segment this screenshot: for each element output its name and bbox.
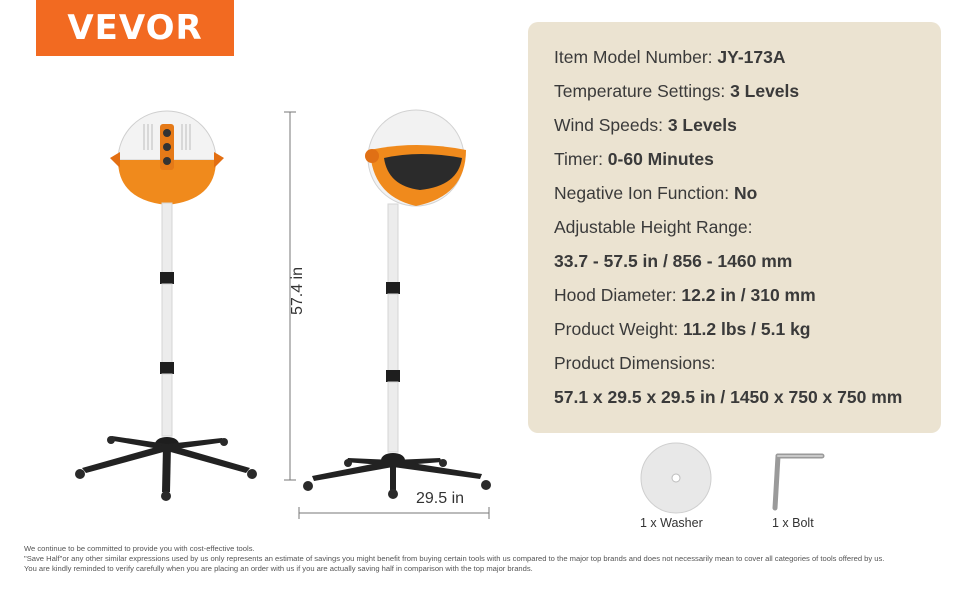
spec-value: 0-60 Minutes [607,149,714,169]
spec-model [554,46,941,80]
spec-label: Timer: [554,149,608,169]
washer-label: 1 x Washer [640,516,703,530]
spec-label: Hood Diameter: [554,285,682,305]
spec-negative-ion [554,182,941,216]
spec-value: JY-173A [717,47,786,67]
spec-label: Negative Ion Function: [554,183,734,203]
spec-temperature [554,80,941,114]
width-label: 29.5 in [416,490,465,507]
bolt-image [775,456,822,508]
spec-wind-speeds [554,114,941,148]
spec-dimensions-value [554,386,941,420]
spec-label: Item Model Number: [554,47,718,67]
spec-value: No [733,183,758,203]
spec-height-range-label [554,216,941,250]
specifications-panel [528,22,941,433]
washer-image [641,443,711,513]
spec-label: Product Dimensions: [554,353,716,373]
spec-timer [554,148,941,182]
spec-value: 3 Levels [730,81,800,101]
spec-weight [554,318,941,352]
width-dimension-line [299,507,489,519]
vevor-logo: VEVOR [36,0,234,56]
front-view-dryer [75,111,257,501]
spec-label: Temperature Settings: [554,81,731,101]
spec-value: 11.2 lbs / 5.1 kg [683,319,811,339]
spec-label: Adjustable Height Range: [554,217,753,237]
height-label: 57.4 in [289,266,306,316]
disclaimer-line-3: You are kindly reminded to verify carefully when you are placing an order with us if you are actually saving half in comparison with the top major brands. [24,564,533,573]
spec-value: 33.7 - 57.5 in / 856 - 1460 mm [554,251,793,271]
spec-label: Product Weight: [554,319,684,339]
spec-height-range-value [554,250,941,284]
spec-label: Wind Speeds: [554,115,668,135]
side-view-dryer [303,110,491,499]
spec-value: 57.1 x 29.5 x 29.5 in / 1450 x 750 x 750 mm [554,387,903,407]
disclaimer-line-2: "Save Half"or any other similar expressions used by us only represents an estimate of savings you might benefit from buying certain tools with us compared to the major top brands and does not necessarily mean to cover all categories of tools offered by us. [24,554,885,563]
spec-value: 3 Levels [667,115,737,135]
disclaimer-line-1: We continue to be committed to provide you with cost-effective tools. [24,544,255,553]
disclaimer-note [24,544,959,574]
spec-value: 12.2 in / 310 mm [681,285,816,305]
bolt-label: 1 x Bolt [772,516,814,530]
spec-hood-diameter [554,284,941,318]
spec-dimensions-label [554,352,941,386]
